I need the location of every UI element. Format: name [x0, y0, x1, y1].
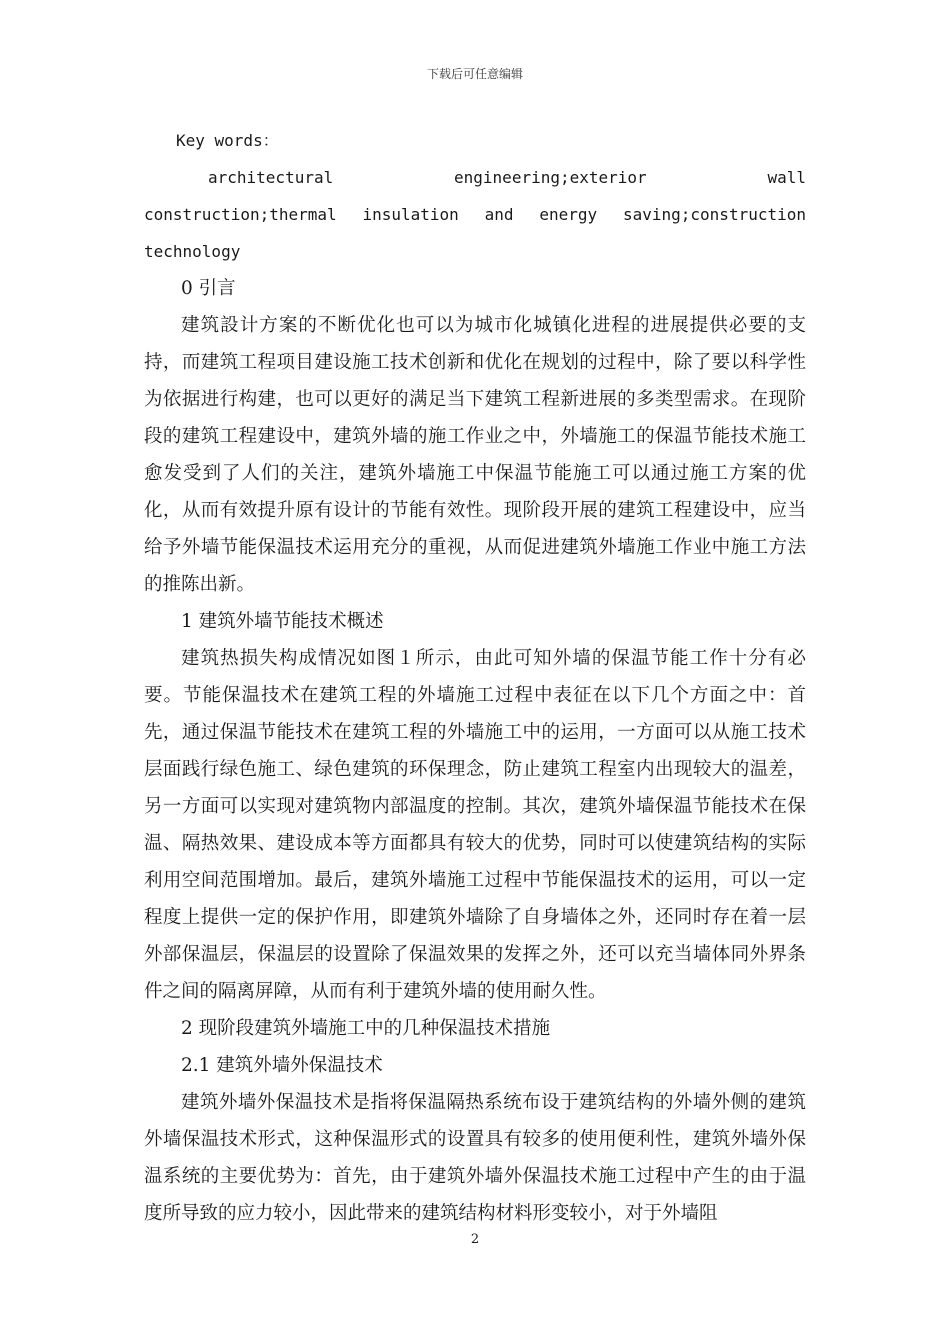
- section-heading-intro: 0 引言: [181, 278, 236, 299]
- keywords-text: architectural engineering;exterior wall construction;thermal insulation and energy saving;construction technology: [144, 168, 806, 261]
- section-heading-2: 2 现阶段建筑外墙施工中的几种保温技术措施: [181, 1018, 551, 1039]
- keywords-label: Key words：: [176, 131, 279, 150]
- page-number: 2: [470, 1232, 480, 1247]
- page-header: 下载后可任意编辑: [426, 67, 523, 81]
- section-heading-1: 1 建筑外墙节能技术概述: [181, 611, 384, 632]
- paragraph-section-1: 建筑热损失构成情况如图１所示，由此可知外墙的保温节能工作十分有必要。节能保温技术在建筑工程的外墙施工过程中表征在以下几个方面之中：首先，通过保温节能技术在建筑工程的外墙施工中的运用，一方面可以从施工技术层面践行绿色施工、绿色建筑的环保理念，防止建筑工程室内出现较大的温差，另一方面可以实现对建筑物内部温度的控制。其次，建筑外墙保温节能技术在保温、隔热效果、建设成本等方面都具有较大的优势，同时可以使建筑结构的实际利用空间范围增加。最后，建筑外墙施工过程中节能保温技术的运用，可以一定程度上提供一定的保护作用，即建筑外墙除了自身墙体之外，还同时存在着一层外部保温层，保温层的设置除了保温效果的发挥之外，还可以充当墙体同外界条件之间的隔离屏障，从而有利于建筑外墙的使用耐久性。: [144, 648, 806, 1002]
- paragraph-intro: 建筑設计方案的不断优化也可以为城市化城镇化进程的进展提供必要的支持，而建筑工程项目建设施工技术创新和优化在规划的过程中，除了要以科学性为依据进行构建，也可以更好的满足当下建筑工程新进展的多类型需求。在现阶段的建筑工程建设中，建筑外墙的施工作业之中，外墙施工的保温节能技术施工愈发受到了人们的关注，建筑外墙施工中保温节能施工可以通过施工方案的优化，从而有效提升原有设计的节能有效性。现阶段开展的建筑工程建设中，应当给予外墙节能保温技术运用充分的重视，从而促进建筑外墙施工作业中施工方法的推陈出新。: [144, 315, 806, 595]
- document-body: [144, 122, 806, 1232]
- paragraph-section-2-1: 建筑外墙外保温技术是指将保温隔热系统布设于建筑结构的外墙外侧的建筑外墙保温技术形式，这种保温形式的设置具有较多的使用便利性，建筑外墙外保温系统的主要优势为：首先，由于建筑外墙外保温技术施工过程中产生的由于温度所导致的应力较小，因此带来的建筑结构材料形变较小，对于外墙阻: [144, 1092, 806, 1224]
- section-heading-2-1: 2.1 建筑外墙外保温技术: [181, 1055, 383, 1076]
